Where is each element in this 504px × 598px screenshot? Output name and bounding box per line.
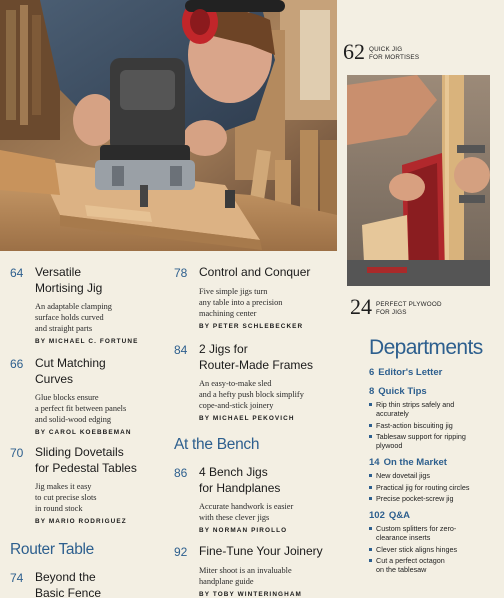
list-item: Precise pocket-screw jig (369, 494, 501, 503)
page-number: 64 (10, 266, 24, 280)
feature-description: An adaptable clamping surface holds curved and straight parts (35, 302, 112, 333)
list-item: Cut a perfect octagon on the tablesaw (369, 556, 501, 574)
page-number: 6 (369, 367, 375, 378)
list-item: Fast-action biscuiting jig (369, 421, 501, 430)
feature-byline: BY CAROL KOEBBEMAN (35, 429, 132, 436)
feature-cut-matching-curves[interactable] (10, 356, 170, 436)
feature-description: Accurate handwork is easier with these clever jigs (199, 502, 294, 522)
page-number: 70 (10, 446, 24, 460)
page-number: 86 (174, 466, 188, 480)
caption-quick-jig (343, 39, 420, 64)
feature-title: Fine-Tune Your Joinery (199, 544, 323, 558)
caption-perfect-plywood (350, 294, 442, 319)
list-item: Practical jig for routing circles (369, 483, 501, 492)
caption-text: PERFECT PLYWOOD FOR JIGS (376, 301, 442, 316)
list-item: Rip thin strips safely and accurately (369, 400, 501, 418)
caption-text: QUICK JIG FOR MORTISES (369, 46, 420, 61)
page-number: 14 (369, 457, 380, 468)
feature-title: 4 Bench Jigs for Handplanes (199, 465, 281, 495)
feature-byline: BY MARIO RODRIGUEZ (35, 518, 127, 525)
list-item: New dovetail jigs (369, 471, 501, 480)
caption-page-number: 62 (343, 39, 365, 64)
feature-description: An easy-to-make sled and a hefty push block simplify cope-and-stick joinery (199, 379, 304, 410)
feature-byline: BY PETER SCHLEBECKER (199, 323, 304, 330)
feature-description: Miter shoot is an invaluable handplane guide (199, 566, 292, 586)
departments-list (369, 336, 501, 577)
router-mortising-photo (0, 0, 337, 251)
feature-byline: BY NORMAN PIROLLO (199, 527, 288, 534)
feature-versatile-mortising-jig[interactable] (10, 265, 170, 345)
feature-4-bench-jigs[interactable] (174, 465, 339, 534)
feature-byline: BY TOBY WINTERINGHAM (199, 591, 302, 598)
list-item: Tablesaw support for ripping plywood (369, 432, 501, 450)
caption-page-number: 24 (350, 294, 372, 319)
list-item: Custom splitters for zero- clearance inserts (369, 524, 501, 542)
section-router-table: Router Table (10, 541, 95, 558)
page-number: 74 (10, 571, 24, 585)
feature-title: 2 Jigs for Router-Made Frames (199, 342, 314, 372)
dept-label: Q&A (388, 510, 410, 521)
feature-title: Cut Matching Curves (35, 356, 106, 386)
feature-byline: BY MICHAEL PEKOVICH (199, 415, 295, 422)
plywood-jig-photo (347, 75, 490, 286)
feature-byline: BY MICHAEL C. FORTUNE (35, 338, 139, 345)
page-number: 102 (369, 510, 385, 521)
dept-label: Editor's Letter (378, 367, 443, 378)
page-number: 92 (174, 545, 188, 559)
feature-title: Control and Conquer (199, 265, 311, 279)
feature-title: Sliding Dovetails for Pedestal Tables (35, 445, 137, 475)
list-item: Clever stick aligns hinges (369, 545, 501, 554)
page-number: 8 (369, 386, 375, 397)
dept-editors-letter[interactable] (369, 367, 501, 379)
feature-description: Five simple jigs turn any table into a precision machining center (199, 287, 283, 318)
page-number: 84 (174, 343, 188, 357)
section-at-the-bench: At the Bench (174, 436, 260, 453)
dept-on-the-market[interactable] (369, 457, 501, 503)
feature-control-and-conquer[interactable] (174, 265, 339, 330)
feature-2-jigs-router-frames[interactable] (174, 342, 339, 422)
dept-label: Quick Tips (378, 386, 427, 397)
feature-description: Jig makes it easy to cut precise slots in round stock (35, 482, 97, 513)
feature-fine-tune-joinery[interactable] (174, 544, 339, 598)
feature-description: Glue blocks ensure a perfect fit between panels and solid-wood edging (35, 393, 127, 424)
page-number: 78 (174, 266, 188, 280)
feature-title: Versatile Mortising Jig (35, 265, 103, 295)
feature-title: Beyond the Basic Fence (35, 570, 102, 598)
feature-beyond-basic-fence[interactable] (10, 570, 170, 598)
dept-q-and-a[interactable] (369, 510, 501, 574)
feature-sliding-dovetails[interactable] (10, 445, 170, 525)
dept-quick-tips[interactable] (369, 386, 501, 450)
page-number: 66 (10, 357, 24, 371)
dept-label: On the Market (383, 457, 447, 468)
departments-title: Departments (369, 336, 483, 359)
